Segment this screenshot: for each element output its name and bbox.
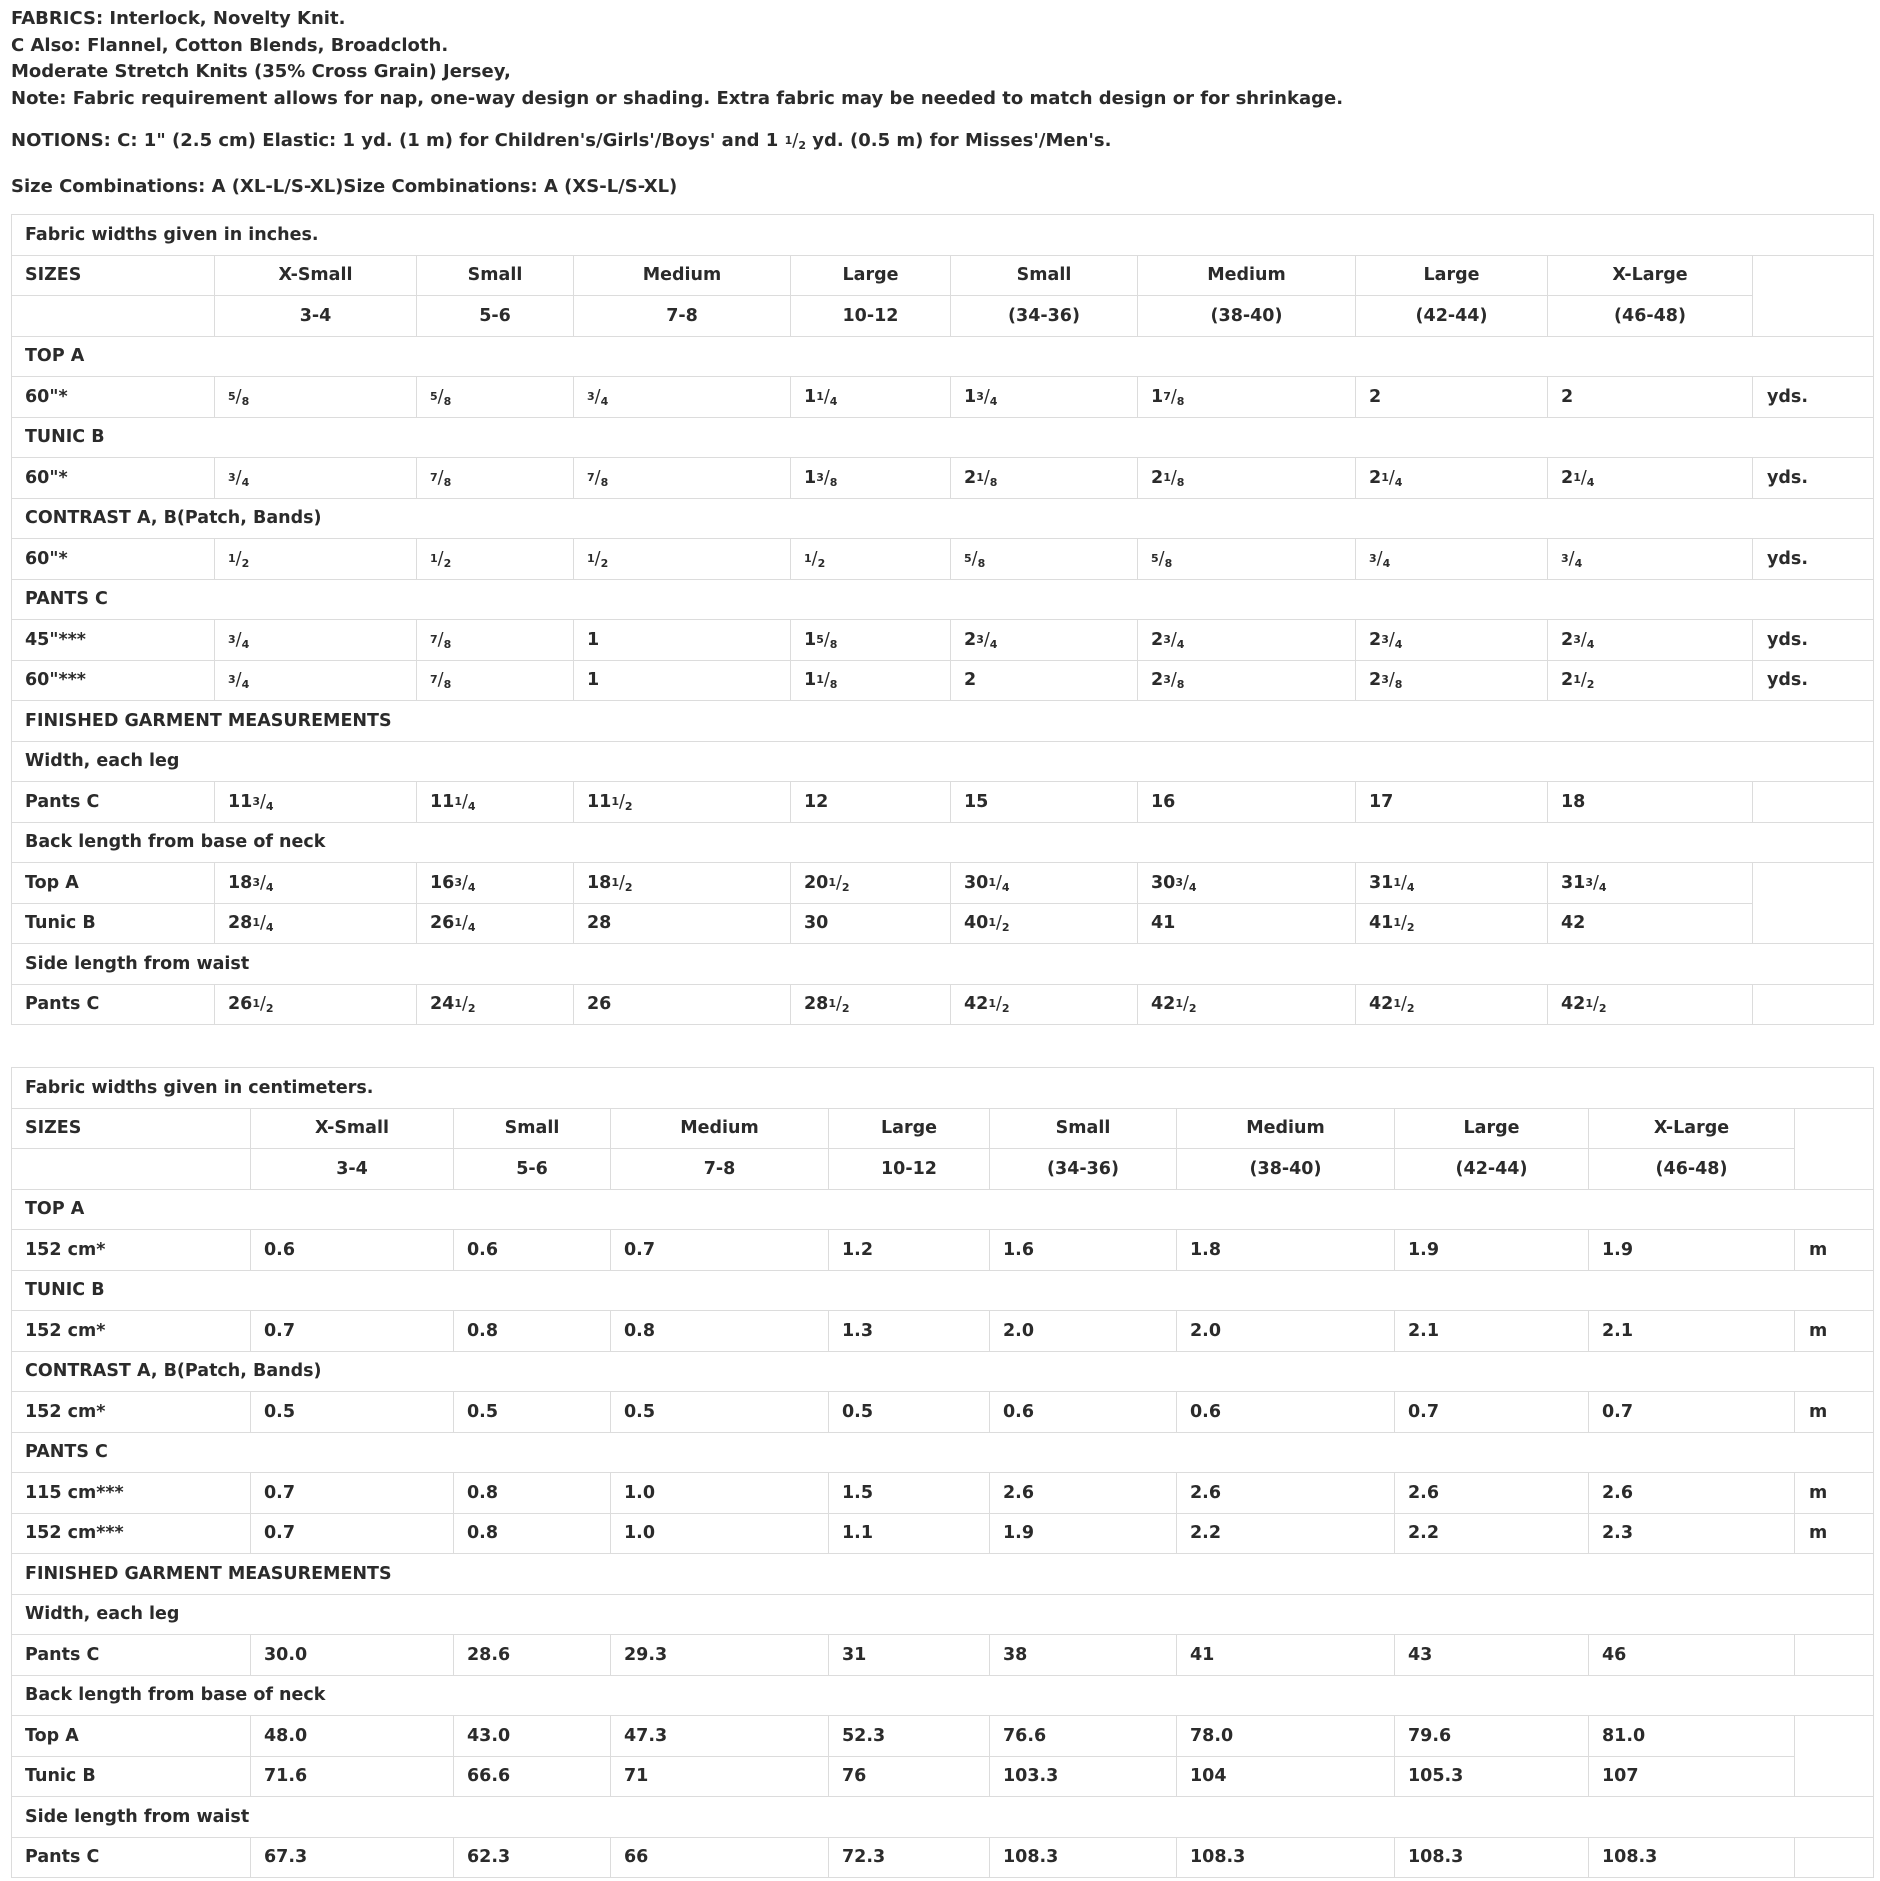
value-cell: 29.3 (611, 1635, 829, 1676)
unit-cell (1795, 1635, 1874, 1676)
notions-prefix: NOTIONS: C: 1" (2.5 cm) Elastic: 1 yd. (1 m) for Children's/Girls'/Boys' and 1 (11, 130, 785, 151)
value-cell: 108.3 (1589, 1837, 1795, 1878)
section-heading-row (12, 1189, 1874, 1230)
section-heading-row (12, 1797, 1874, 1838)
value-cell: 108.3 (1177, 1837, 1395, 1878)
value-cell: 1.9 (990, 1513, 1177, 1554)
section-heading: FINISHED GARMENT MEASUREMENTS (12, 701, 1874, 742)
value-cell: $2^3/_4$ (1548, 620, 1753, 661)
value-cell: 42 (1548, 903, 1753, 944)
section-heading: Width, each leg (12, 741, 1874, 782)
value-cell: $^5/_8$ (215, 377, 417, 418)
section-heading-row (12, 1594, 1874, 1635)
unit-cell: yds. (1753, 539, 1874, 580)
section-heading-row (12, 1351, 1874, 1392)
fabric-note-line: Note: Fabric requirement allows for nap, one-way design or shading. Extra fabric may be needed to match design or for shrinkage. (11, 87, 1344, 109)
size-header: Small (990, 1108, 1177, 1149)
value-cell: 0.5 (611, 1392, 829, 1433)
unit-cell: yds. (1753, 377, 1874, 418)
value-cell: 0.5 (454, 1392, 611, 1433)
value-cell: 2.6 (990, 1473, 1177, 1514)
value-cell: 48.0 (251, 1716, 454, 1757)
size-range: 3-4 (215, 296, 417, 337)
unit-cell (1753, 984, 1874, 1025)
value-cell: 0.6 (990, 1392, 1177, 1433)
row-label: 60"*** (12, 660, 215, 701)
section-heading: CONTRAST A, B(Patch, Bands) (12, 1351, 1874, 1392)
value-cell: $26^1/_2$ (215, 984, 417, 1025)
sizes-label: SIZES (12, 255, 215, 296)
value-cell: 2 (1356, 377, 1548, 418)
size-header: X-Small (251, 1108, 454, 1149)
value-cell: 67.3 (251, 1837, 454, 1878)
size-range: (34-36) (990, 1149, 1177, 1190)
size-header: X-Large (1589, 1108, 1795, 1149)
value-cell: $1^3/_8$ (791, 458, 951, 499)
size-header: Medium (611, 1108, 829, 1149)
size-header: X-Large (1548, 255, 1753, 296)
size-header: Large (1395, 1108, 1589, 1149)
value-cell: $41^1/_2$ (1356, 903, 1548, 944)
unit-cell: m (1795, 1392, 1874, 1433)
unit-cell: yds. (1753, 458, 1874, 499)
value-cell: $^1/_2$ (791, 539, 951, 580)
blank-cell (1753, 255, 1874, 336)
value-cell: 12 (791, 782, 951, 823)
value-cell: 71.6 (251, 1756, 454, 1797)
also-fabrics-line: C Also: Flannel, Cotton Blends, Broadcloth. (11, 34, 449, 56)
value-cell: 105.3 (1395, 1756, 1589, 1797)
title-row (12, 215, 1874, 256)
value-cell: 1 (574, 620, 791, 661)
size-header: Small (951, 255, 1138, 296)
size-range: (38-40) (1138, 296, 1356, 337)
value-cell: 47.3 (611, 1716, 829, 1757)
row-label: Pants C (12, 1837, 251, 1878)
size-header: Small (417, 255, 574, 296)
value-cell: 78.0 (1177, 1716, 1395, 1757)
unit-cell (1753, 863, 1874, 944)
value-cell: 2.1 (1395, 1311, 1589, 1352)
value-cell: $26^1/_4$ (417, 903, 574, 944)
table-row (12, 539, 1874, 580)
table-row (12, 1635, 1874, 1676)
value-cell: 104 (1177, 1756, 1395, 1797)
size-range: 5-6 (454, 1149, 611, 1190)
value-cell: $^5/_8$ (417, 377, 574, 418)
table-row (12, 1716, 1874, 1757)
value-cell: $42^1/_2$ (951, 984, 1138, 1025)
table-row (12, 660, 1874, 701)
value-cell: 1 (574, 660, 791, 701)
value-cell: $^1/_2$ (215, 539, 417, 580)
value-cell: 2 (1548, 377, 1753, 418)
notions-fraction: $^1/_2$ (784, 130, 806, 152)
value-cell: 16 (1138, 782, 1356, 823)
value-cell: $^3/_4$ (1548, 539, 1753, 580)
sizes-row (12, 255, 1874, 296)
size-range: 3-4 (251, 1149, 454, 1190)
value-cell: 26 (574, 984, 791, 1025)
value-cell: 41 (1138, 903, 1356, 944)
value-cell: 1.9 (1395, 1230, 1589, 1271)
size-range: (42-44) (1395, 1149, 1589, 1190)
value-cell: 2.0 (1177, 1311, 1395, 1352)
value-cell: 2.2 (1395, 1513, 1589, 1554)
value-cell: 0.7 (251, 1311, 454, 1352)
section-heading: Back length from base of neck (12, 822, 1874, 863)
value-cell: 30.0 (251, 1635, 454, 1676)
value-cell: 1.6 (990, 1230, 1177, 1271)
section-heading: TUNIC B (12, 417, 1874, 458)
value-cell: $28^1/_2$ (791, 984, 951, 1025)
value-cell: $^7/_8$ (417, 458, 574, 499)
table-row (12, 1837, 1874, 1878)
unit-cell (1795, 1837, 1874, 1878)
table-row (12, 1513, 1874, 1554)
value-cell: 2.2 (1177, 1513, 1395, 1554)
row-label: Tunic B (12, 1756, 251, 1797)
value-cell: 2.1 (1589, 1311, 1795, 1352)
value-cell: $2^1/_8$ (951, 458, 1138, 499)
value-cell: 76.6 (990, 1716, 1177, 1757)
section-heading-row (12, 701, 1874, 742)
row-label: 115 cm*** (12, 1473, 251, 1514)
size-header: X-Small (215, 255, 417, 296)
value-cell: 108.3 (1395, 1837, 1589, 1878)
value-cell: 0.6 (251, 1230, 454, 1271)
unit-cell (1795, 1716, 1874, 1797)
size-range: 5-6 (417, 296, 574, 337)
value-cell: $18^1/_2$ (574, 863, 791, 904)
unit-cell: yds. (1753, 620, 1874, 661)
section-heading: PANTS C (12, 579, 1874, 620)
value-cell: $40^1/_2$ (951, 903, 1138, 944)
table-row (12, 377, 1874, 418)
unit-cell: m (1795, 1230, 1874, 1271)
row-label: 152 cm*** (12, 1513, 251, 1554)
inches-yardage-table (11, 214, 1874, 1025)
value-cell: $2^1/_8$ (1138, 458, 1356, 499)
value-cell: 1.2 (829, 1230, 990, 1271)
row-label: Pants C (12, 984, 215, 1025)
size-header: Small (454, 1108, 611, 1149)
value-cell: 2 (951, 660, 1138, 701)
value-cell: 0.7 (251, 1473, 454, 1514)
value-cell: 38 (990, 1635, 1177, 1676)
notions-suffix: yd. (0.5 m) for Misses'/Men's. (805, 130, 1112, 151)
section-heading: PANTS C (12, 1432, 1874, 1473)
value-cell: $42^1/_2$ (1548, 984, 1753, 1025)
pattern-notes (11, 6, 1871, 200)
unit-cell (1753, 782, 1874, 823)
value-cell: 71 (611, 1756, 829, 1797)
section-heading: CONTRAST A, B(Patch, Bands) (12, 498, 1874, 539)
row-label: Pants C (12, 782, 215, 823)
notions-line (11, 128, 1871, 157)
value-cell: 30 (791, 903, 951, 944)
table-row (12, 1756, 1874, 1797)
value-cell: $2^1/_4$ (1356, 458, 1548, 499)
size-range: 10-12 (829, 1149, 990, 1190)
row-label: Pants C (12, 1635, 251, 1676)
value-cell: 46 (1589, 1635, 1795, 1676)
value-cell: $2^3/_4$ (1356, 620, 1548, 661)
value-cell: $2^3/_8$ (1356, 660, 1548, 701)
row-label: Tunic B (12, 903, 215, 944)
value-cell: 41 (1177, 1635, 1395, 1676)
row-label: 60"* (12, 458, 215, 499)
value-cell: $2^1/_4$ (1548, 458, 1753, 499)
table-title: Fabric widths given in inches. (12, 215, 1874, 256)
size-range: 7-8 (574, 296, 791, 337)
value-cell: $1^5/_8$ (791, 620, 951, 661)
section-heading: Side length from waist (12, 1797, 1874, 1838)
value-cell: $^3/_4$ (215, 620, 417, 661)
row-label: 152 cm* (12, 1392, 251, 1433)
value-cell: 17 (1356, 782, 1548, 823)
value-cell: 1.5 (829, 1473, 990, 1514)
fabrics-line: FABRICS: Interlock, Novelty Knit. (11, 8, 346, 29)
value-cell: $42^1/_2$ (1138, 984, 1356, 1025)
size-header: Medium (1177, 1108, 1395, 1149)
size-combinations-line: Size Combinations: A (XL-L/S-XL)Size Combinations: A (XS-L/S-XL) (11, 175, 678, 197)
value-cell: $24^1/_2$ (417, 984, 574, 1025)
value-cell: 2.6 (1395, 1473, 1589, 1514)
value-cell: $30^1/_4$ (951, 863, 1138, 904)
value-cell: 2.3 (1589, 1513, 1795, 1554)
value-cell: 79.6 (1395, 1716, 1589, 1757)
unit-cell: m (1795, 1473, 1874, 1514)
title-row (12, 1068, 1874, 1109)
value-cell: 0.5 (251, 1392, 454, 1433)
section-heading-row (12, 1270, 1874, 1311)
section-heading-row (12, 1432, 1874, 1473)
table-row (12, 1392, 1874, 1433)
size-range: 10-12 (791, 296, 951, 337)
value-cell: $^3/_4$ (215, 660, 417, 701)
value-cell: 0.8 (454, 1473, 611, 1514)
value-cell: $2^3/_4$ (951, 620, 1138, 661)
value-cell: $2^3/_8$ (1138, 660, 1356, 701)
table-row (12, 782, 1874, 823)
table-row (12, 1473, 1874, 1514)
value-cell: 0.7 (1589, 1392, 1795, 1433)
value-cell: 1.3 (829, 1311, 990, 1352)
value-cell: $2^3/_4$ (1138, 620, 1356, 661)
value-cell: $1^7/_8$ (1138, 377, 1356, 418)
section-heading: Width, each leg (12, 1594, 1874, 1635)
row-label: 60"* (12, 539, 215, 580)
value-cell: $11^3/_4$ (215, 782, 417, 823)
table-row (12, 458, 1874, 499)
row-label: 45"*** (12, 620, 215, 661)
blank-cell (1795, 1108, 1874, 1189)
value-cell: $11^1/_4$ (417, 782, 574, 823)
value-cell: 1.0 (611, 1513, 829, 1554)
table-row (12, 863, 1874, 904)
unit-cell: yds. (1753, 660, 1874, 701)
value-cell: 0.8 (611, 1311, 829, 1352)
centimeters-yardage-table (11, 1067, 1874, 1878)
value-cell: $^7/_8$ (574, 458, 791, 499)
value-cell: $18^3/_4$ (215, 863, 417, 904)
value-cell: $^5/_8$ (951, 539, 1138, 580)
value-cell: 81.0 (1589, 1716, 1795, 1757)
value-cell: $2^1/_2$ (1548, 660, 1753, 701)
row-label: Top A (12, 863, 215, 904)
value-cell: $^1/_2$ (417, 539, 574, 580)
section-heading: TOP A (12, 1189, 1874, 1230)
value-cell: 1.1 (829, 1513, 990, 1554)
section-heading-row (12, 498, 1874, 539)
value-cell: 52.3 (829, 1716, 990, 1757)
table-row (12, 1311, 1874, 1352)
value-cell: $^5/_8$ (1138, 539, 1356, 580)
value-cell: $^1/_2$ (574, 539, 791, 580)
value-cell: $1^1/_8$ (791, 660, 951, 701)
value-cell: $^3/_4$ (215, 458, 417, 499)
value-cell: 31 (829, 1635, 990, 1676)
section-heading-row (12, 1675, 1874, 1716)
value-cell: 2.6 (1589, 1473, 1795, 1514)
value-cell: 0.5 (829, 1392, 990, 1433)
value-cell: 66.6 (454, 1756, 611, 1797)
value-cell: 2.0 (990, 1311, 1177, 1352)
blank-cell (12, 1149, 251, 1190)
section-heading-row (12, 822, 1874, 863)
stretch-knits-line: Moderate Stretch Knits (35% Cross Grain) Jersey, (11, 61, 511, 82)
row-label: 152 cm* (12, 1230, 251, 1271)
value-cell: $30^3/_4$ (1138, 863, 1356, 904)
row-label: 60"* (12, 377, 215, 418)
value-cell: 108.3 (990, 1837, 1177, 1878)
value-cell: 0.6 (454, 1230, 611, 1271)
value-cell: 107 (1589, 1756, 1795, 1797)
row-label: 152 cm* (12, 1311, 251, 1352)
sizes-row (12, 1108, 1874, 1149)
value-cell: 0.6 (1177, 1392, 1395, 1433)
value-cell: $28^1/_4$ (215, 903, 417, 944)
value-cell: $^7/_8$ (417, 660, 574, 701)
value-cell: 0.8 (454, 1311, 611, 1352)
value-cell: 43.0 (454, 1716, 611, 1757)
size-range: (42-44) (1356, 296, 1548, 337)
value-cell: 76 (829, 1756, 990, 1797)
size-range: (46-48) (1548, 296, 1753, 337)
table-row (12, 984, 1874, 1025)
value-cell: $^7/_8$ (417, 620, 574, 661)
unit-cell: m (1795, 1311, 1874, 1352)
size-header: Large (829, 1108, 990, 1149)
unit-cell: m (1795, 1513, 1874, 1554)
size-range-row (12, 1149, 1874, 1190)
size-header: Large (1356, 255, 1548, 296)
value-cell: 28 (574, 903, 791, 944)
section-heading: TOP A (12, 336, 1874, 377)
value-cell: 103.3 (990, 1756, 1177, 1797)
section-heading: TUNIC B (12, 1270, 1874, 1311)
value-cell: $^3/_4$ (1356, 539, 1548, 580)
value-cell: $31^1/_4$ (1356, 863, 1548, 904)
value-cell: 2.6 (1177, 1473, 1395, 1514)
size-header: Medium (1138, 255, 1356, 296)
value-cell: $31^3/_4$ (1548, 863, 1753, 904)
value-cell: 72.3 (829, 1837, 990, 1878)
section-heading-row (12, 741, 1874, 782)
value-cell: 43 (1395, 1635, 1589, 1676)
sizes-label: SIZES (12, 1108, 251, 1149)
table-row (12, 620, 1874, 661)
value-cell: $16^3/_4$ (417, 863, 574, 904)
value-cell: 1.9 (1589, 1230, 1795, 1271)
table-row (12, 1230, 1874, 1271)
value-cell: 1.8 (1177, 1230, 1395, 1271)
size-range: (38-40) (1177, 1149, 1395, 1190)
value-cell: 0.8 (454, 1513, 611, 1554)
section-heading: FINISHED GARMENT MEASUREMENTS (12, 1554, 1874, 1595)
value-cell: 66 (611, 1837, 829, 1878)
row-label: Top A (12, 1716, 251, 1757)
section-heading-row (12, 336, 1874, 377)
value-cell: 0.7 (251, 1513, 454, 1554)
table-title: Fabric widths given in centimeters. (12, 1068, 1874, 1109)
value-cell: 28.6 (454, 1635, 611, 1676)
value-cell: 15 (951, 782, 1138, 823)
value-cell: 0.7 (1395, 1392, 1589, 1433)
value-cell: $20^1/_2$ (791, 863, 951, 904)
value-cell: $1^1/_4$ (791, 377, 951, 418)
size-range-row (12, 296, 1874, 337)
value-cell: 62.3 (454, 1837, 611, 1878)
table-row (12, 903, 1874, 944)
value-cell: $1^3/_4$ (951, 377, 1138, 418)
value-cell: $11^1/_2$ (574, 782, 791, 823)
size-range: 7-8 (611, 1149, 829, 1190)
blank-cell (12, 296, 215, 337)
section-heading-row (12, 417, 1874, 458)
value-cell: 0.7 (611, 1230, 829, 1271)
section-heading: Side length from waist (12, 944, 1874, 985)
section-heading-row (12, 579, 1874, 620)
size-range: (34-36) (951, 296, 1138, 337)
section-heading-row (12, 1554, 1874, 1595)
value-cell: $^3/_4$ (574, 377, 791, 418)
size-header: Medium (574, 255, 791, 296)
value-cell: 1.0 (611, 1473, 829, 1514)
section-heading: Back length from base of neck (12, 1675, 1874, 1716)
section-heading-row (12, 944, 1874, 985)
value-cell: $42^1/_2$ (1356, 984, 1548, 1025)
size-header: Large (791, 255, 951, 296)
value-cell: 18 (1548, 782, 1753, 823)
size-range: (46-48) (1589, 1149, 1795, 1190)
